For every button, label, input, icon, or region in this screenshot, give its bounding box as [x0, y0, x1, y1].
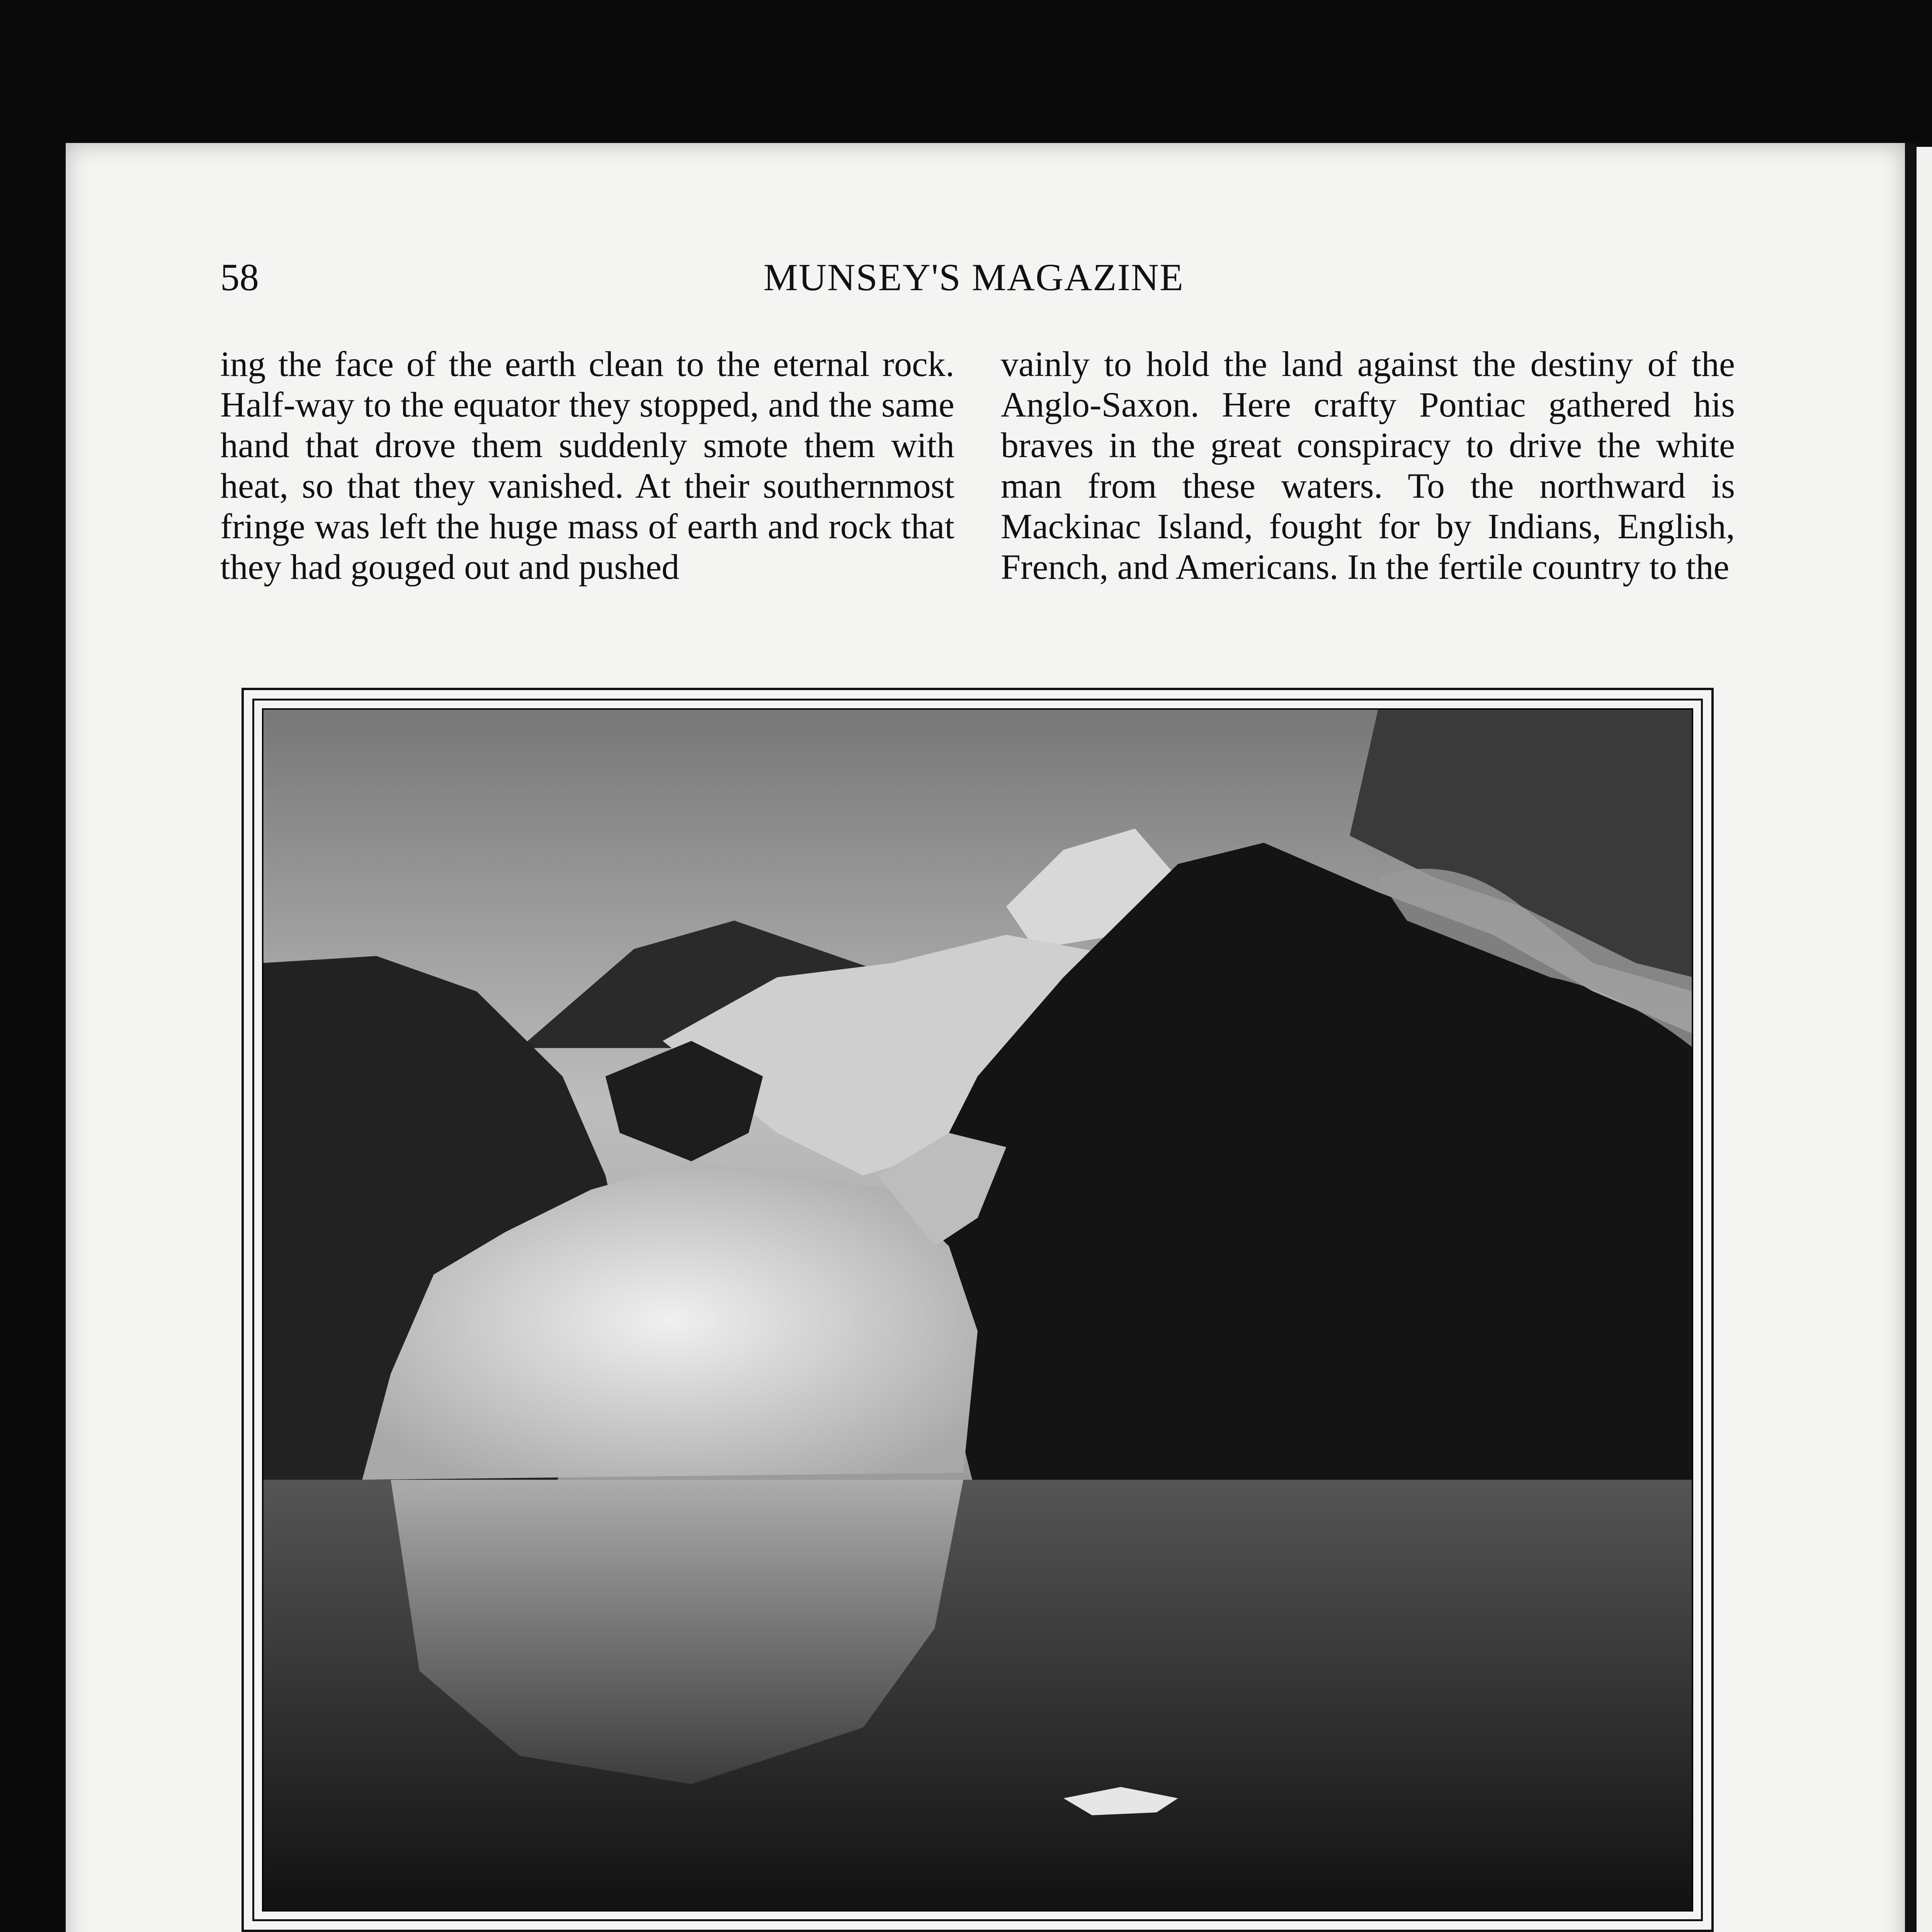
top-right-column [1001, 344, 1735, 587]
paragraph: ing the face of the earth clean to the eternal rock. Half-way to the equator they stopped, and the same hand that drove them suddenly smote them with heat, so that they vanished. At their southernmost fringe was left the huge mass of earth and rock that they had gouged out and pushed [220, 344, 954, 587]
mountain-lake-photo [262, 708, 1693, 1912]
photo-inner-border [252, 699, 1703, 1921]
top-left-column [220, 344, 954, 587]
photo-frame [242, 688, 1714, 1932]
paragraph: vainly to hold the land against the destiny of the Anglo-Saxon. Here crafty Pontiac gathered his braves in the great conspiracy to drive the white man from these waters. To the northward is Mackinac Island, fought for by Indians, English, French, and Americans. In the fertile country to the [1001, 344, 1735, 587]
page-number: 58 [220, 256, 259, 299]
page-gutter [1905, 143, 1917, 1932]
magazine-title: MUNSEY'S MAGAZINE [763, 256, 1184, 299]
running-head [155, 255, 1793, 313]
facing-page-edge [1917, 147, 1932, 1932]
